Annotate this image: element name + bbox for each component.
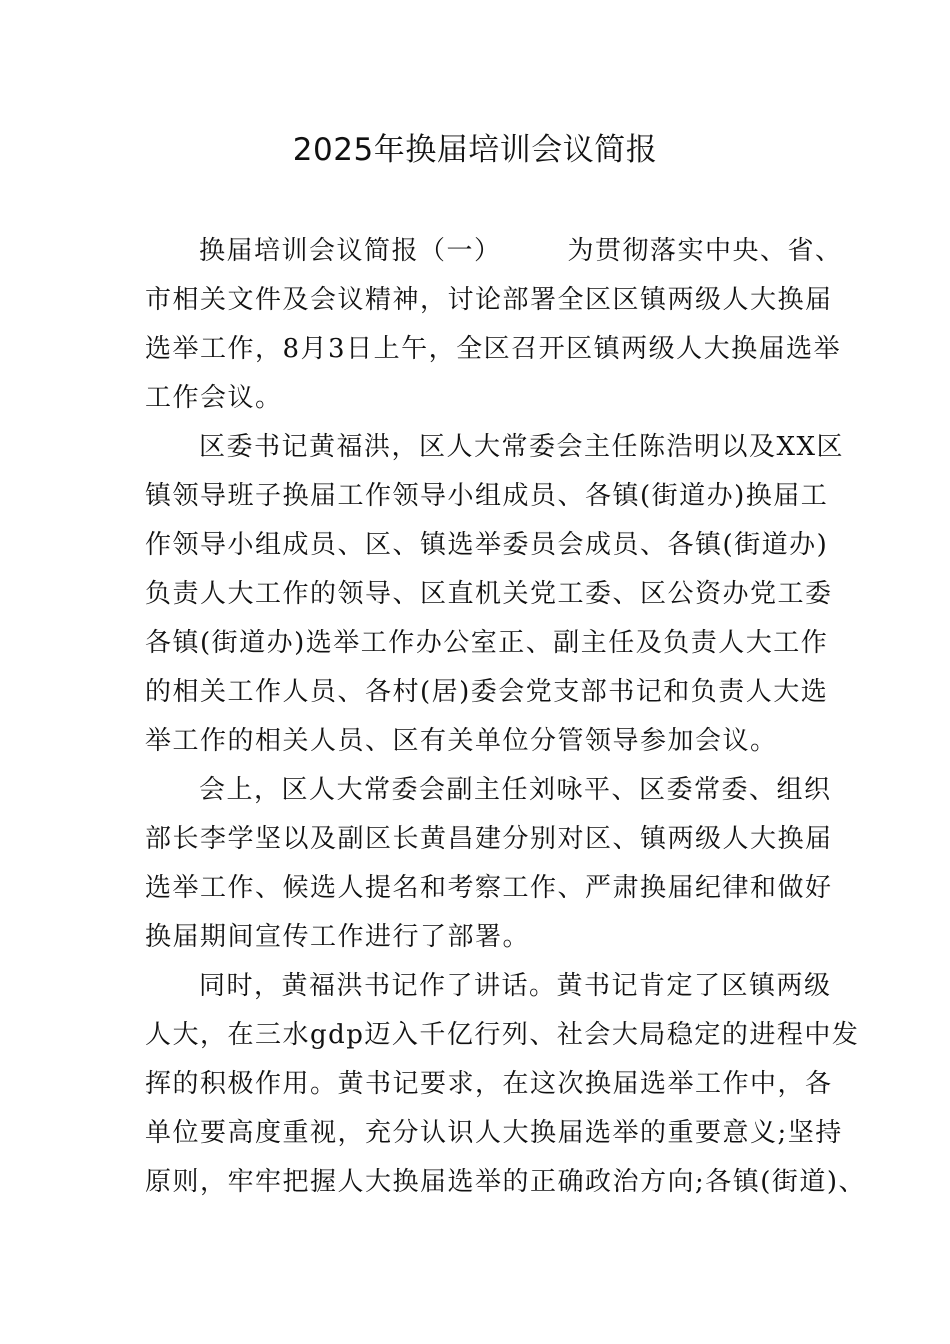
document-body bbox=[145, 227, 867, 1207]
text-line: 换届期间宣传工作进行了部署。 bbox=[145, 922, 531, 952]
text-line: 的相关工作人员、各村(居)委会党支部书记和负责人大选 bbox=[145, 677, 829, 707]
text-line: 举工作的相关人员、区有关单位分管领导参加会议。 bbox=[145, 726, 778, 756]
text-line: 同时，黄福洪书记作了讲话。黄书记肯定了区镇两级 bbox=[199, 971, 832, 1001]
text-line: 选举工作、候选人提名和考察工作、严肃换届纪律和做好 bbox=[145, 873, 833, 903]
text-line: 单位要高度重视，充分认识人大换届选举的重要意义;坚持 bbox=[145, 1118, 843, 1148]
text-line: 负责人大工作的领导、区直机关党工委、区公资办党工委 bbox=[145, 579, 833, 609]
text-line: 市相关文件及会议精神，讨论部署全区区镇两级人大换届 bbox=[145, 285, 833, 315]
document-title: 2025年换届培训会议简报 bbox=[292, 132, 658, 168]
paragraph-1 bbox=[145, 227, 843, 423]
text-line: 工作会议。 bbox=[145, 383, 283, 413]
text-line: 原则，牢牢把握人大换届选举的正确政治方向;各镇(街道)、 bbox=[145, 1167, 867, 1197]
paragraph-2 bbox=[145, 423, 845, 766]
text-line-part: 换届培训会议简报（一） bbox=[199, 236, 502, 266]
text-line: 选举工作，8月3日上午，全区召开区镇两级人大换届选举 bbox=[145, 334, 842, 364]
text-line-part: 为贯彻落实中央、省、 bbox=[567, 236, 843, 266]
text-line: 区委书记黄福洪，区人大常委会主任陈浩明以及XX区 bbox=[199, 432, 845, 462]
text-line: 挥的积极作用。黄书记要求，在这次换届选举工作中，各 bbox=[145, 1069, 833, 1099]
text-line: 各镇(街道办)选举工作办公室正、副主任及负责人大工作 bbox=[145, 628, 829, 658]
paragraph-3 bbox=[145, 766, 833, 962]
text-line bbox=[145, 227, 843, 276]
text-line: 部长李学坚以及副区长黄昌建分别对区、镇两级人大换届 bbox=[145, 824, 833, 854]
text-line: 人大，在三水gdp迈入千亿行列、社会大局稳定的进程中发 bbox=[145, 1020, 860, 1050]
text-line: 作领导小组成员、区、镇选举委员会成员、各镇(街道办) bbox=[145, 530, 829, 560]
text-line: 镇领导班子换届工作领导小组成员、各镇(街道办)换届工 bbox=[145, 481, 829, 511]
text-line: 会上，区人大常委会副主任刘咏平、区委常委、组织 bbox=[199, 775, 832, 805]
paragraph-4 bbox=[145, 962, 867, 1207]
